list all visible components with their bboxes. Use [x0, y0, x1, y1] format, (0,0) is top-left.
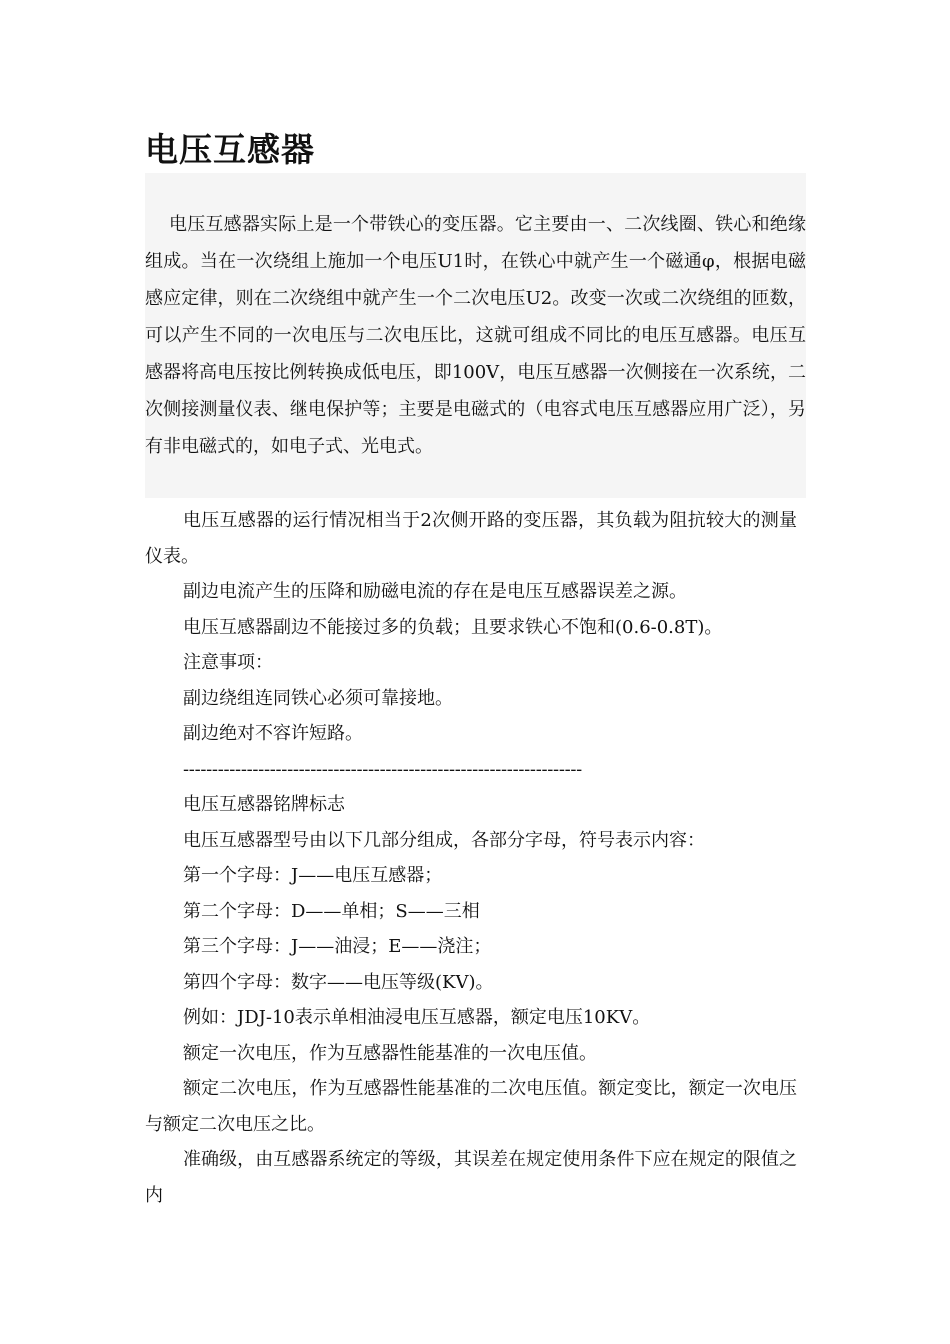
paragraph-operation: 电压互感器的运行情况相当于2次侧开路的变压器，其负载为阻抗较大的测量仪表。 — [145, 510, 797, 567]
paragraph-no-short-circuit: 副边绝对不容许短路。 — [183, 723, 363, 744]
paragraph-first-letter: 第一个字母：J——电压互感器； — [183, 865, 443, 886]
paragraph-notes-heading: 注意事项： — [183, 652, 273, 673]
paragraph-accuracy-class: 准确级，由互感器系统定的等级，其误差在规定使用条件下应在规定的限值之内 — [145, 1149, 797, 1206]
paragraph-nameplate-heading: 电压互感器铭牌标志 — [183, 794, 345, 815]
paragraph-example: 例如：JDJ-10表示单相油浸电压互感器，额定电压10KV。 — [183, 1007, 651, 1028]
separator-line: --------------------------------------------------------------------- — [183, 758, 582, 780]
body-text — [145, 503, 797, 1213]
paragraph-model-composition: 电压互感器型号由以下几部分组成，各部分字母，符号表示内容： — [183, 829, 705, 851]
intro-paragraph: 电压互感器实际上是一个带铁心的变压器。它主要由一、二次线圈、铁心和绝缘组成。当在一次绕组上施加一个电压U1时，在铁心中就产生一个磁通φ，根据电磁感应定律，则在二次绕组中就产生一个二次电压U2。改变一次或二次绕组的匝数，可以产生不同的一次电压与二次电压比，这就可组成不同比的电压互感器。电压互感器将高电压按比例转换成低电压，即100V，电压互感器一次侧接在一次系统，二次侧接测量仪表、继电保护等；主要是电磁式的（电容式电压互感器应用广泛），另有非电磁式的，如电子式、光电式。 — [145, 214, 806, 457]
paragraph-error-source: 副边电流产生的压降和励磁电流的存在是电压互感器误差之源。 — [183, 581, 687, 602]
paragraph-grounding: 副边绕组连同铁心必须可靠接地。 — [183, 687, 453, 709]
paragraph-third-letter: 第三个字母：J——油浸；E——浇注； — [183, 936, 492, 957]
paragraph-second-letter: 第二个字母：D——单相；S——三相 — [183, 900, 480, 922]
paragraph-rated-primary: 额定一次电压，作为互感器性能基准的一次电压值。 — [183, 1042, 597, 1064]
paragraph-rated-secondary: 额定二次电压，作为互感器性能基准的二次电压值。额定变比，额定一次电压与额定二次电压之比。 — [145, 1078, 797, 1135]
paragraph-fourth-letter: 第四个字母：数字——电压等级(KV)。 — [183, 971, 494, 993]
page-title: 电压互感器 — [145, 130, 315, 169]
paragraph-load-requirement: 电压互感器副边不能接过多的负载；且要求铁心不饱和(0.6-0.8T)。 — [183, 616, 723, 638]
